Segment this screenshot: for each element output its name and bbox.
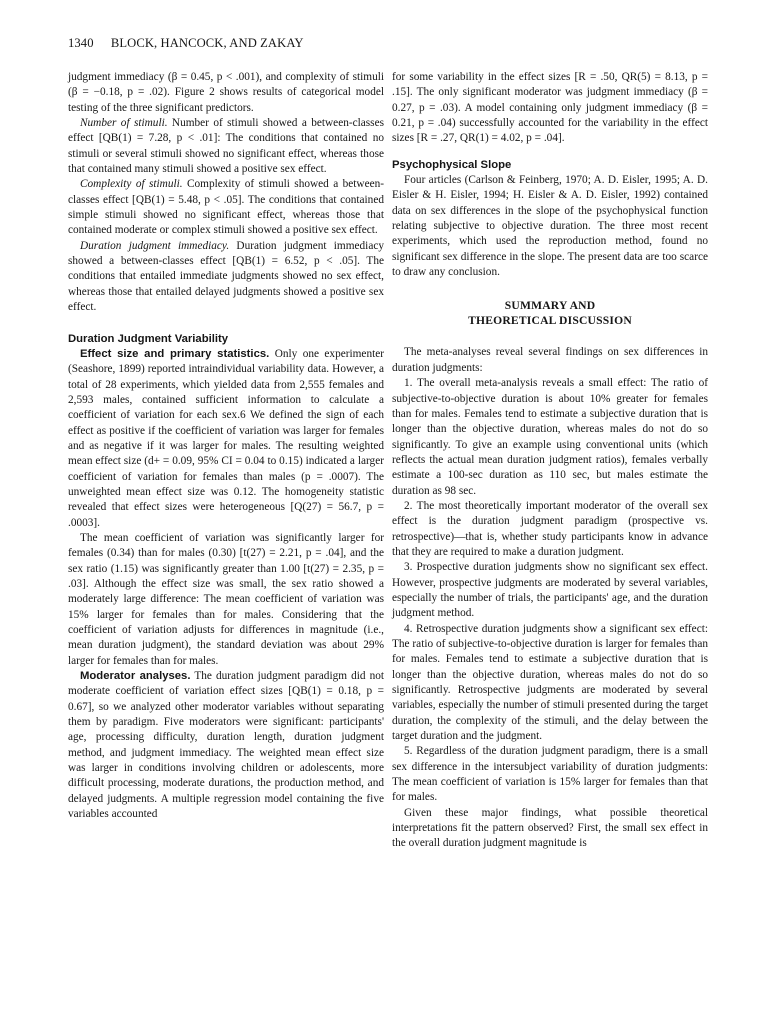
list-item: 1. The overall meta-analysis reveals a small effect: The ratio of subjective-to-objective duration is about 10% greater for females than for males. Females tend to estimate a subjective duration that is longer than the objective duration, whereas males do not do so significantly. To give an example using conventional units (which reflects the actual mean duration judgment ratios), females verbally estimate a 100-sec duration as 110 sec, but males estimate the duration as 98 sec. <box>392 377 708 497</box>
paragraph-text: Duration judgment immediacy showed a between-classes effect [QB(1) = 6.52, p < .05]. The conditions that entailed immediate judgments showed no sex effect, whereas those that entailed delayed judgments showed a positive sex effect. <box>68 239 384 314</box>
paragraph-text: Complexity of stimuli showed a between-classes effect [QB(1) = 5.48, p < .05]. The conditions that contained simple stimuli showed no significant effect, whereas those that contained moderate or complex stimuli showed a positive sex effect. <box>68 178 385 237</box>
paragraph: for some variability in the effect sizes [R = .50, QR(5) = 8.13, p = .15]. The only significant moderator was judgment immediacy (β = 0.27, p = .03). A model containing only judgment immediacy (β = 0.21, p = .04) successfully accounted for the variability in the effect sizes [R = .27, QR(1) = 4.02, p = .04]. <box>392 71 708 145</box>
paragraph: judgment immediacy (β = 0.45, p < .001), and complexity of stimuli (β = −0.18, p = .02). Figure 2 shows results of categorical model testing of the three significant predictors. <box>68 71 384 114</box>
list-item: 4. Retrospective duration judgments show a significant sex effect: The ratio of subjective-to-objective duration is larger for females than for males. Females tend to estimate a subjective duration that is longer than the objective duration, whereas males do not do so significantly. Retrospective judgments are moderated by several variables, especially the number of stimuli presented during the target duration, the complexity of the stimuli, and the delay between the target duration and the judgment. <box>392 622 708 743</box>
left-column <box>68 70 384 823</box>
section-heading: Duration Judgment Variability <box>68 332 229 345</box>
running-title: BLOCK, HANCOCK, AND ZAKAY <box>110 36 304 50</box>
major-section-heading <box>392 298 708 328</box>
paragraph <box>68 669 384 822</box>
list-item: 5. Regardless of the duration judgment paradigm, there is a small sex difference in the intersubject variability of duration judgments: The mean coefficient of variation is 15% larger for females than that for males. <box>392 745 708 804</box>
paragraph-text: Number of stimuli showed a between-classes effect [QB(1) = 7.28, p < .01]: The conditions that contained no stimuli or several stimuli showed no significant effect, whereas those that contained many stimuli showed a positive sex effect. <box>68 117 384 176</box>
paragraph-text: Only one experimenter (Seashore, 1899) reported intraindividual variability data. However, a total of 28 experiments, which yielded data from 2,555 females and 2,593 males, contained sufficient information to calculate a coefficient of variation for each sex.6 We defined the sign of each effect as positive if the coefficient of variation was larger for females and as negative if it was larger for males. The resulting weighted mean effect size (d+ = 0.09, 95% CI = 0.04 to 0.15) indicated a larger coefficient of variation for females than males (p = .0007). The unweighted mean effect size was 0.12. The homogeneity statistic revealed that effect sizes were heterogeneous [Q(27) = 56.7, p = .0003]. <box>68 347 385 529</box>
paragraph: The meta-analyses reveal several findings on sex differences in duration judgments: <box>392 346 708 374</box>
list-item: 2. The most theoretically important moderator of the overall sex effect is the duration judgment paradigm (prospective vs. retrospective)—that is, whether study participants know in advance that they are required to make a duration judgment. <box>392 499 708 558</box>
running-header <box>68 36 708 51</box>
paragraph <box>68 347 384 531</box>
paragraph: Given these major findings, what possible theoretical interpretations fit the pattern observed? First, the small sex effect in the overall duration judgment magnitude is <box>392 806 708 850</box>
right-column <box>392 70 708 852</box>
paragraph <box>68 239 384 316</box>
runin-heading: Moderator analyses. <box>80 670 191 683</box>
heading-line: SUMMARY AND <box>504 299 596 313</box>
runin-heading: Duration judgment immediacy. <box>80 239 230 252</box>
paragraph <box>68 177 384 238</box>
section-heading: Psychophysical Slope <box>392 158 512 171</box>
list-item: 3. Prospective duration judgments show no significant sex effect. However, prospective judgments are moderated by several variables, especially the number of trials, the participants' age, and the duration judgment method. <box>392 561 708 620</box>
runin-heading: Complexity of stimuli. <box>80 178 183 191</box>
page-number: 1340 <box>68 36 94 50</box>
paragraph: Four articles (Carlson & Feinberg, 1970; A. D. Eisler, 1995; A. D. Eisler & H. Eisler, 1994; H. Eisler & A. D. Eisler, 1992) contained data on sex differences in the slope of the psychophysical function relating subjective to objective duration. The three most recent experiments, which used the reproduction method, found no significant sex difference in the slope. The present data are too scarce to draw any conclusion. <box>392 174 708 279</box>
runin-heading: Number of stimuli. <box>80 117 168 130</box>
paragraph-text: The duration judgment paradigm did not moderate coefficient of variation effect sizes [QB(1) = 0.18, p = 0.67], so we analyzed other moderator variables without separating them by paradigm. Five moderators were significant: participants' age, processing difficulty, duration length, duration judgment method, and judgment immediacy. The weighted mean effect size was larger in conditions involving children or adolescents, more difficult processing, moderate durations, the production method, and delayed judgments. A multiple regression model containing the five variables accounted <box>68 670 385 821</box>
heading-line: THEORETICAL DISCUSSION <box>468 314 632 328</box>
paragraph: The mean coefficient of variation was significantly larger for females (0.34) than for males (0.30) [t(27) = 2.21, p = .04], and the sex ratio (1.15) was significantly greater than 1.00 [t(27) = 2.35, p = .03]. Although the effect size was small, the sex ratio showed a moderately large difference: The mean coefficient of variation was 15% larger for females than for males. Considering that the coefficient of variation adjusts for differences in magnitude (i.e., mean duration judgment), the standard deviation was about 29% larger for females than for males. <box>68 531 384 667</box>
paragraph <box>68 116 384 177</box>
runin-heading: Effect size and primary statistics. <box>80 347 270 360</box>
